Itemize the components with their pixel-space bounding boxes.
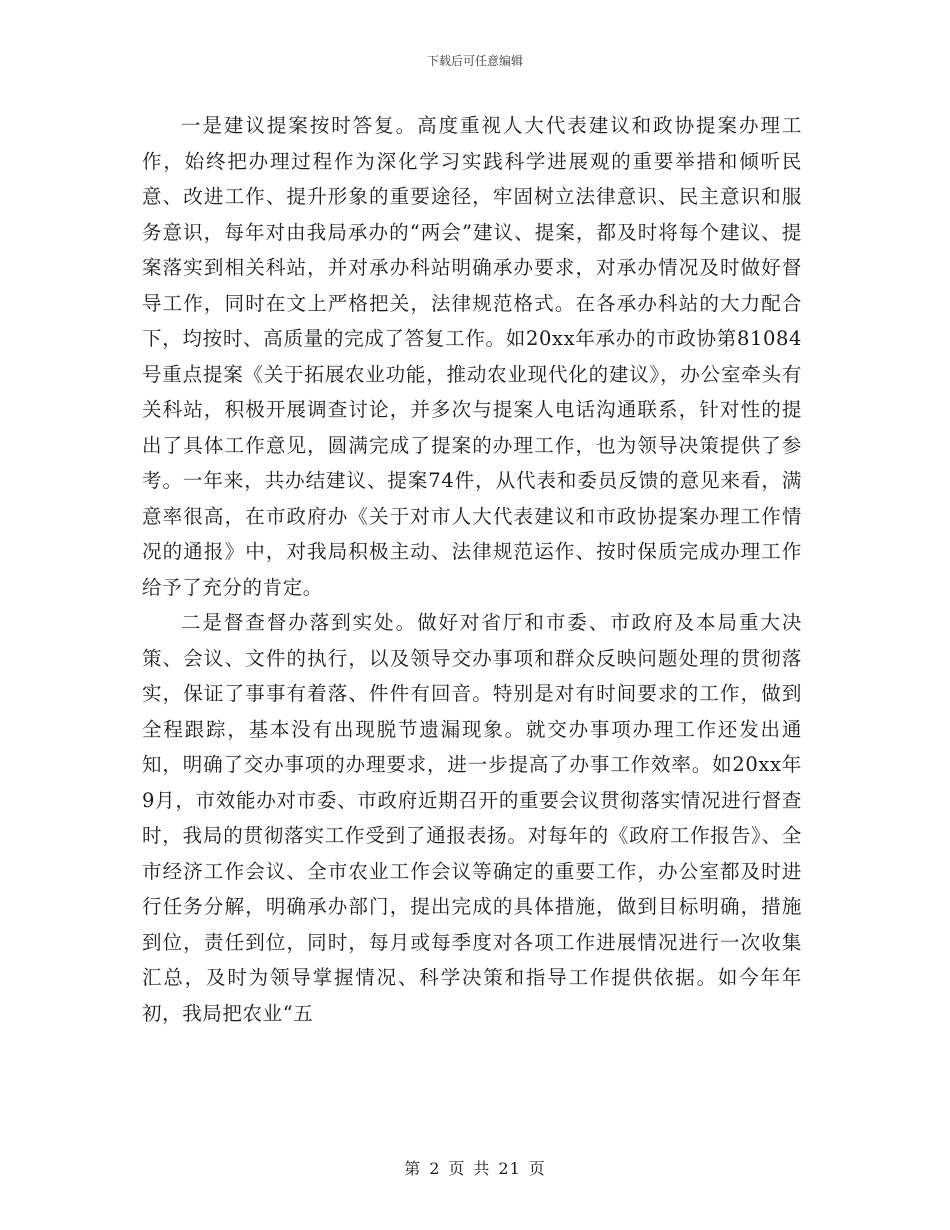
paragraph-proposal-reply: 一是建议提案按时答复。高度重视人大代表建议和政协提案办理工作，始终把办理过程作为深化学习实践科学进展观的重要举措和倾听民意、改进工作、提升形象的重要途径，牢固树立法律意识、民主意识和服务意识，每年对由我局承办的“两会”建议、提案，都及时将每个建议、提案落实到相关科站，并对承办科站明确承办要求，对承办情况及时做好督导工作，同时在文上严格把关，法律规范格式。在各承办科站的大力配合下，均按时、高质量的完成了答复工作。如20xx年承办的市政协第81084号重点提案《关于拓展农业功能，推动农业现代化的建议》，办公室牵头有关科站，积极开展调查讨论，并多次与提案人电话沟通联系，针对性的提出了具体工作意见，圆满完成了提案的办理工作，也为领导决策提供了参考。一年来，共办结建议、提案74件，从代表和委员反馈的意见来看，满意率很高，在市政府办《关于对市人大代表建议和市政协提案办理工作情况的通报》中，对我局积极主动、法律规范运作、按时保质完成办理工作给予了充分的肯定。 <box>142 114 802 599</box>
footer-suffix: 页 <box>528 1159 546 1178</box>
footer-current-page: 2 <box>429 1159 441 1178</box>
document-body <box>142 108 802 1031</box>
page-header-note: 下载后可任意编辑 <box>426 54 523 68</box>
paragraph-supervision: 二是督查督办落到实处。做好对省厅和市委、市政府及本局重大决策、会议、文件的执行，以及领导交办事项和群众反映问题处理的贯彻落实，保证了事事有着落、件件有回音。特别是对有时间要求的工作，做到全程跟踪，基本没有出现脱节遗漏现象。就交办事项办理工作还发出通知，明确了交办事项的办理要求，进一步提高了办事工作效率。如20xx年9月，市效能办对市委、市政府近期召开的重要会议贯彻落实情况进行督查时，我局的贯彻落实工作受到了通报表扬。对每年的《政府工作报告》、全市经济工作会议、全市农业工作会议等确定的重要工作，办公室都及时进行任务分解，明确承办部门，提出完成的具体措施，做到目标明确，措施到位，责任到位，同时，每月或每季度对各项工作进展情况进行一次收集汇总，及时为领导掌握情况、科学决策和指导工作提供依据。如今年年初，我局把农业“五 <box>142 611 802 1025</box>
footer-total-pages: 21 <box>498 1159 521 1178</box>
footer-page-word: 页 <box>448 1159 466 1178</box>
page-footer <box>0 1156 950 1179</box>
footer-prefix: 第 <box>404 1159 422 1178</box>
footer-total-word: 共 <box>473 1159 491 1178</box>
